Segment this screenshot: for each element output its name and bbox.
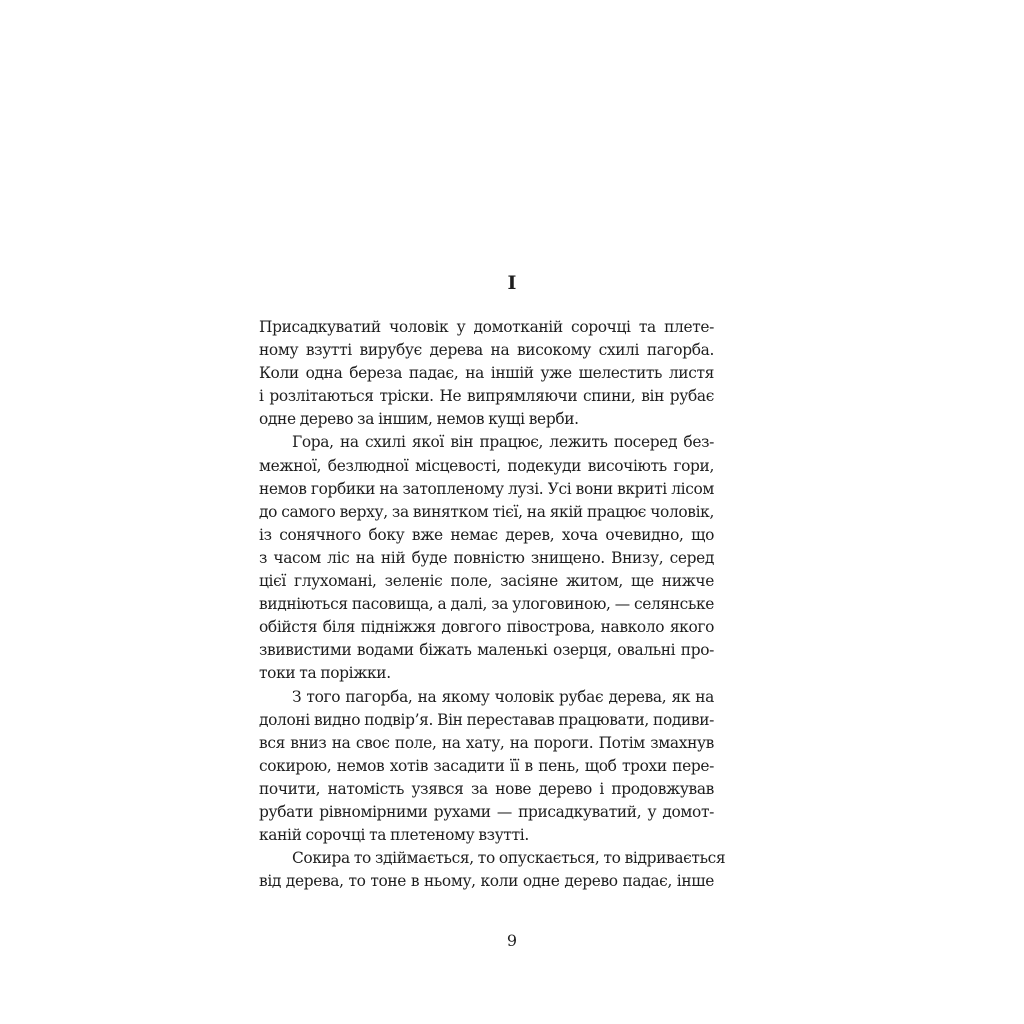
- text-line: звивистими водами біжать маленькі озерця, овальні про-: [259, 641, 714, 660]
- text-line: до самого верху, за винятком тієї, на якій працює чоловік,: [259, 502, 714, 521]
- text-line: ному взутті вирубує дерева на високому схилі пагорба.: [259, 341, 714, 360]
- paragraph-4: [259, 847, 726, 893]
- body-text: [259, 316, 726, 893]
- text-line: рубати рівномірними рухами — присадкуватий, у домот-: [259, 802, 714, 821]
- text-line: Коли одна береза падає, на іншій уже шелестить листя: [259, 364, 714, 383]
- paragraph-3: [259, 686, 714, 848]
- text-line: з часом ліс на ній буде повністю знищено. Внизу, серед: [259, 548, 714, 567]
- text-line: Гора, на схилі якої він працює, лежить посеред без-: [292, 433, 714, 452]
- text-line: токи та поріжки.: [259, 664, 391, 683]
- text-line: і розлітаються тріски. Не випрямляючи спини, він рубає: [259, 387, 714, 406]
- text-line: видніються пасовища, а далі, за улоговиною, — селянське: [259, 595, 714, 614]
- chapter-heading: I: [507, 272, 517, 294]
- text-line: долоні видно подвір’я. Він переставав працювати, подиви-: [259, 710, 714, 729]
- text-line: межної, безлюдної місцевості, подекуди височіють гори,: [259, 456, 714, 475]
- text-line: одне дерево за іншим, немов кущі верби.: [259, 410, 579, 429]
- text-line: із сонячного боку вже немає дерев, хоча очевидно, що: [259, 525, 714, 544]
- paragraph-2: [259, 431, 714, 685]
- text-line: обійстя біля підніжжя довгого півострова, навколо якого: [259, 618, 714, 637]
- text-line: почити, натомість узявся за нове дерево і продовжував: [259, 779, 714, 798]
- text-line: від дерева, то тоне в ньому, коли одне дерево падає, інше: [259, 872, 714, 891]
- text-line: Сокира то здіймається, то опускається, то відривається: [292, 849, 726, 868]
- text-line: вся вниз на своє поле, на хату, на пороги. Потім змахнув: [259, 733, 714, 752]
- text-line: каній сорочці та плетеному взутті.: [259, 826, 529, 845]
- page-number: 9: [506, 931, 518, 950]
- text-line: З того пагорба, на якому чоловік рубає дерева, як на: [292, 687, 714, 706]
- text-line: немов горбики на затопленому лузі. Усі вони вкриті лісом: [259, 479, 714, 498]
- text-line: Присадкуватий чоловік у домотканій сорочці та плете-: [259, 318, 714, 336]
- text-line: сокирою, немов хотів засадити її в пень, щоб трохи пере-: [259, 756, 714, 775]
- text-line: цієї глухомані, зеленіє поле, засіяне житом, ще нижче: [259, 572, 714, 591]
- paragraph-1: [259, 316, 714, 431]
